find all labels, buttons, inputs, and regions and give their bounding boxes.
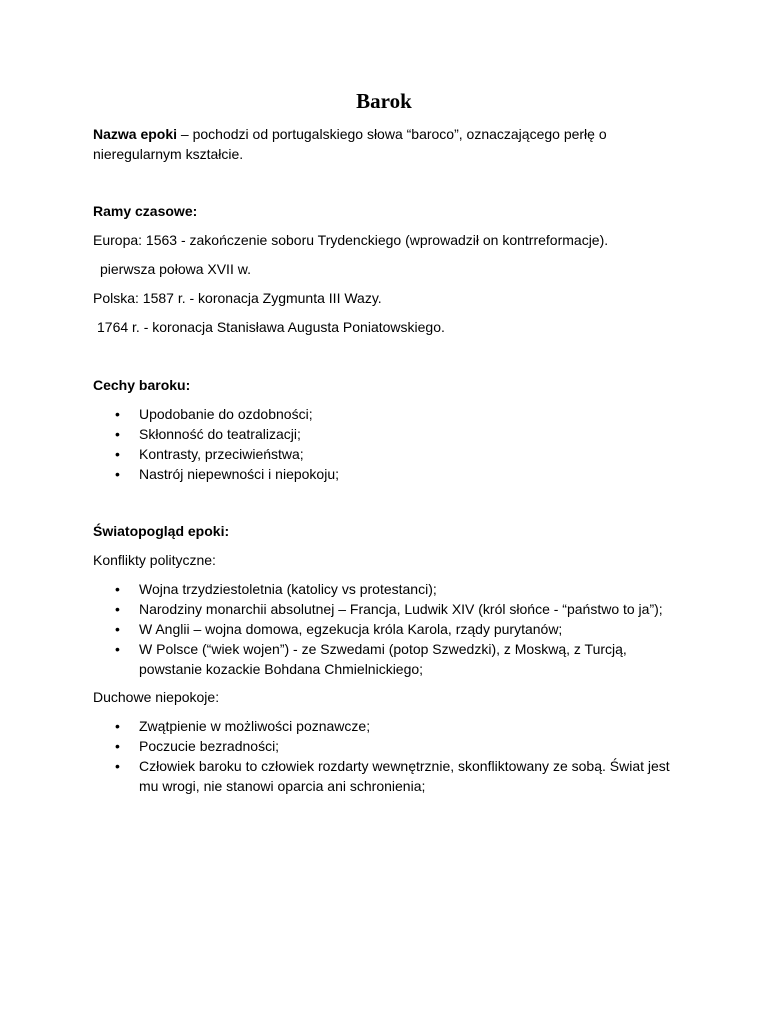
bullet-icon: • [115, 641, 120, 657]
list-item-text: Narodziny monarchii absolutnej – Francja, Ludwik XIV (król słońce - “państwo to ja”); [139, 601, 663, 617]
list-item [93, 464, 683, 484]
list-item-text: Skłonność do teatralizacji; [139, 426, 301, 442]
list-item-text: Nastrój niepewności i niepokoju; [139, 466, 339, 482]
list-item [93, 716, 683, 736]
bullet-icon: • [115, 446, 120, 462]
list-item-text: W Polsce (“wiek wojen”) - ze Szwedami (potop Szwedzki), z Moskwą, z Turcją, powstanie kozackie Bohdana Chmielnickiego; [139, 641, 627, 677]
list-item [93, 599, 683, 619]
worldview-heading: Światopogląd epoki: [93, 523, 230, 539]
timeframe-europe: Europa: 1563 - zakończenie soboru Trydenckiego (wprowadził on kontrreformacje). [93, 232, 609, 248]
bullet-icon: • [115, 601, 120, 617]
intro-text: – pochodzi od portugalskiego słowa “baroco”, oznaczającego perłę o nieregularnym kształcie. [93, 126, 607, 162]
intro-term: Nazwa epoki [93, 126, 178, 142]
list-item [93, 736, 683, 756]
bullet-icon: • [115, 406, 120, 422]
political-list [93, 579, 683, 679]
timeframe-heading: Ramy czasowe: [93, 203, 198, 219]
list-item-text: W Anglii – wojna domowa, egzekucja króla Karola, rządy purytanów; [139, 621, 563, 637]
bullet-icon: • [115, 426, 120, 442]
spiritual-label: Duchowe niepokoje: [93, 689, 220, 705]
list-item-text: Upodobanie do ozdobności; [139, 406, 313, 422]
timeframe-europe-end: pierwsza połowa XVII w. [100, 261, 251, 277]
timeframe-poland-end: 1764 r. - koronacja Stanisława Augusta Poniatowskiego. [97, 319, 445, 335]
features-list [93, 404, 683, 484]
list-item-text: Kontrasty, przeciwieństwa; [139, 446, 304, 462]
list-item [93, 404, 683, 424]
list-item [93, 579, 683, 599]
list-item-text: Poczucie bezradności; [139, 738, 280, 754]
list-item-text: Zwątpienie w możliwości poznawcze; [139, 718, 371, 734]
bullet-icon: • [115, 758, 120, 774]
bullet-icon: • [115, 738, 120, 754]
list-item [93, 444, 683, 464]
intro-paragraph [93, 124, 683, 164]
spiritual-list [93, 716, 683, 796]
list-item [93, 639, 683, 679]
list-item [93, 756, 683, 796]
list-item [93, 424, 683, 444]
bullet-icon: • [115, 466, 120, 482]
list-item-text: Wojna trzydziestoletnia (katolicy vs protestanci); [139, 581, 437, 597]
document-title: Barok [356, 89, 412, 113]
features-heading: Cechy baroku: [93, 377, 191, 393]
list-item [93, 619, 683, 639]
timeframe-poland: Polska: 1587 r. - koronacja Zygmunta III Wazy. [93, 290, 382, 306]
bullet-icon: • [115, 621, 120, 637]
bullet-icon: • [115, 581, 120, 597]
bullet-icon: • [115, 718, 120, 734]
list-item-text: Człowiek baroku to człowiek rozdarty wewnętrznie, skonfliktowany ze sobą. Świat jest mu wrogi, nie stanowi oparcia ani schronienia; [139, 758, 670, 794]
political-label: Konflikty polityczne: [93, 552, 216, 568]
